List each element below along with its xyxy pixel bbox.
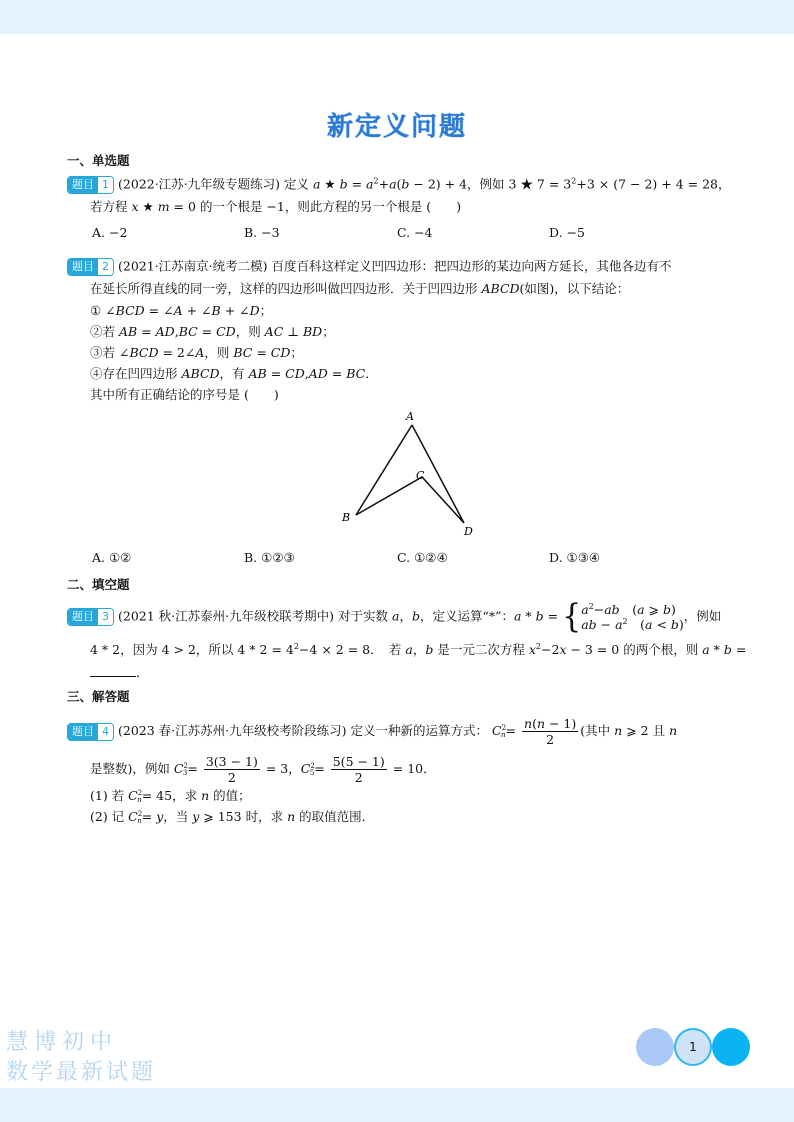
vertex-label-c: C: [416, 469, 425, 482]
section-heading-single-choice: 一、单选题: [67, 153, 130, 168]
conclusion-1: ① ∠BCD = ∠A + ∠B + ∠D；: [90, 303, 273, 318]
question-tag: 题目 4: [67, 723, 114, 741]
option-d[interactable]: D. ①③④: [549, 550, 601, 565]
vertex-label-b: B: [342, 511, 351, 524]
option-a[interactable]: A. −2: [92, 225, 128, 240]
question-4-part-2: (2) 记 $C^2_n= y$，当 y ⩾ 153 时，求 n 的取值范围．: [90, 809, 375, 825]
page-title: 新定义问题: [326, 112, 467, 142]
question-3-answer-blank[interactable]: ．: [90, 664, 149, 681]
page-number: 1: [676, 1030, 710, 1064]
question-4-part-1: (1) 若 $C^2_n= 45$，求 n 的值；: [90, 788, 251, 804]
option-c[interactable]: C. −4: [397, 225, 433, 240]
question-2-ask: 其中所有正确结论的序号是 ( ): [90, 387, 279, 402]
concave-quadrilateral-figure: [330, 405, 480, 540]
option-c[interactable]: C. ①②④: [397, 550, 448, 565]
question-1-line-1: 题目 1 (2022·江苏·九年级专题练习) 定义 a ★ $b = a^2+a(b - 2) + 4$，例如 3 ★ $7 = 3^2+3 \times (7 - 2) + 4 = 28$，: [67, 176, 731, 194]
conclusion-3: ③若 ∠BCD = 2∠A，则 BC = CD；: [90, 345, 303, 360]
watermark-logo: 慧博初中 数学最新试题: [6, 1030, 157, 1085]
conclusion-2: ②若 AB = AD,BC = CD，则 AC ⊥ BD；: [90, 324, 335, 339]
question-tag: 题目 1: [67, 176, 114, 194]
footer-band: [0, 1088, 794, 1122]
question-2-line-1: 题目 2 (2021·江苏南京·统考二模) 百度百科这样定义凹四边形：把四边形的某边向两方延长，其他各边有不: [67, 258, 672, 276]
section-heading-fill-blank: 二、填空题: [67, 577, 130, 592]
question-3-line-1: 题目 3 (2021 秋·江苏泰州·九年级校联考期中) 对于实数 a，b，定义运算“*”：a * b = { $a^2-ab$ (a ⩾ b) ab − $a^2$ (a < b) ，例如: [67, 602, 721, 632]
option-d[interactable]: D. −5: [549, 225, 585, 240]
conclusion-4: ④存在凹四边形 ABCD，有 AB = CD,AD = BC．: [90, 366, 378, 381]
section-heading-solve: 三、解答题: [67, 689, 130, 704]
question-3-line-2: 4 * 2，因为 4 > 2，所以 $4 * 2 = 4^2-4 \times 2 = 8$． 若 a，b 是一元二次方程 $x^2-2x - 3 = 0$ 的两个根，则 a * b =: [90, 642, 747, 657]
option-b[interactable]: B. ①②③: [244, 550, 295, 565]
vertex-label-a: A: [406, 410, 414, 423]
quadrilateral-outline: [356, 425, 464, 523]
question-tag: 题目 3: [67, 608, 114, 626]
piecewise-definition: { $a^2-ab$ (a ⩾ b) ab − $a^2$ (a < b): [562, 597, 684, 636]
option-b[interactable]: B. −3: [244, 225, 280, 240]
question-4-line-2: 是整数)，例如 $C^2_3=$ $\frac{3(3 - 1)}{2}$ = 3，$C^2_5=$ $\frac{5(5 - 1)}{2}$ = 10．: [90, 754, 436, 785]
option-a[interactable]: A. ①②: [92, 550, 132, 565]
question-4-line-1: 题目 4 (2023 春·江苏苏州·九年级校考阶段练习) 定义一种新的运算方式： $C^2_n=$ $\frac{n(n - 1)}{2}$ (其中 n ⩾ 2 且 n: [67, 716, 677, 747]
example-fraction-1: $\frac{3(3 - 1)}{2}$: [205, 754, 258, 785]
vertex-label-d: D: [464, 525, 473, 538]
header-band: [0, 0, 794, 34]
definition-fraction: $\frac{n(n - 1)}{2}$: [524, 716, 577, 747]
question-tag: 题目 2: [67, 258, 114, 276]
question-1-line-2: 若方程 x ★ m = 0 的一个根是 −1，则此方程的另一个根是 ( ): [90, 199, 462, 214]
decor-circle-1: [636, 1028, 674, 1066]
question-2-line-2: 在延长所得直线的同一旁，这样的四边形叫做凹四边形．关于凹四边形 ABCD(如图)，以下结论：: [90, 281, 630, 296]
page-number-badge: [636, 1028, 756, 1066]
decor-circle-3: [712, 1028, 750, 1066]
example-fraction-2: $\frac{5(5 - 1)}{2}$: [332, 754, 385, 785]
